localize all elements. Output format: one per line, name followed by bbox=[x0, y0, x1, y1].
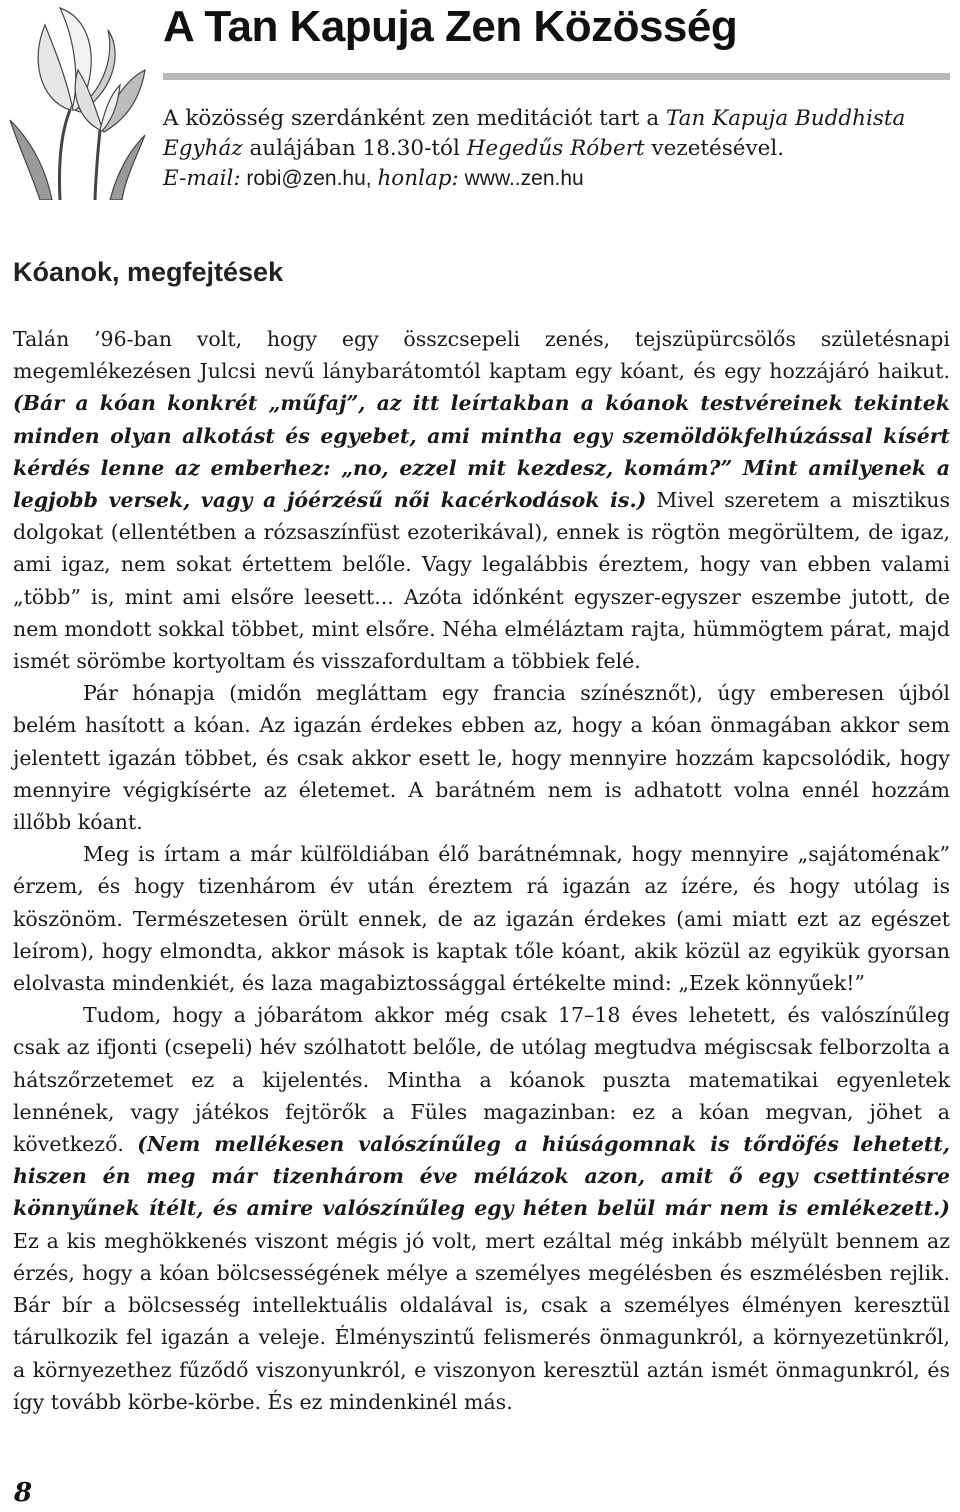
org-name: Tan Kapuja Buddhista Egyház bbox=[163, 106, 906, 161]
article-heading: Kóanok, megfejtések bbox=[13, 257, 284, 287]
paragraph-1-text-a: Talán ’96-ban volt, hogy egy összcsepeli zenés, tejszüpürcsölős születésnapi megemlékezésen Julcsi nevű lánybarátomtól kaptam egy kóant, és egy hozzájáró haikut. bbox=[13, 327, 950, 384]
homepage-label: honlap: bbox=[377, 166, 459, 191]
intro-text-3: vezetésével. bbox=[644, 136, 785, 161]
leader-name: Hegedűs Róbert bbox=[466, 136, 645, 161]
paragraph-4-text-c: Ez a kis meghökkenés viszont mégis jó volt, mert ezáltal még inkább mélyült bennem az érzés, hogy a kóan bölcsességének mélye a személyes megélésben és eszmélésben rejlik. Bár bír a bölcsesség intellektuális oldalával is, csak a személyes élményen keresztül tárulkozik fel igazán a veleje. Élményszintű felismerés önmagunkról, a környezetünkről, a környezethez fűződő viszonyunkról, e viszonyon keresztül aztán ismét önmagunkról, és így tovább körbe-körbe. És ez mindenkinél más. bbox=[13, 1228, 950, 1414]
paragraph-4 bbox=[13, 999, 950, 1418]
paragraph-2: Pár hónapja (midőn megláttam egy francia színésznőt), úgy emberesen újból belém hasított a kóan. Az igazán érdekes ebben az, hogy a kóan önmagában akkor sem jelentett igazán többet, és csak akkor esett le, hogy mennyire hozzám kapcsolódik, hogy mennyire végigkísérte az életemet. A barátném nem is adhatott volna ennél hozzám illőbb kóant. bbox=[13, 681, 950, 835]
intro-text-1: A közösség szerdánként zen meditációt tart a bbox=[163, 106, 666, 131]
title-underline bbox=[163, 73, 950, 80]
paragraph-4-aside: (Nem mellékesen valószínűleg a hiúságomnak is tőrdöfés lehetett, hiszen én meg már tizenhárom éve mélázok azon, amit ő egy csettintésre könnyűnek ítélt, és amire valószínűleg egy héten belül már nem is emlékezett.) bbox=[13, 1132, 950, 1221]
paragraph-4-text-a: Tudom, hogy a jóbarátom akkor még csak 17–18 éves lehetett, és valószínűleg csak az ifjonti (csepeli) hév szólhatott belőle, de utólag megtudva mégiscsak felborzolta a hátszőrzetemet ez a kijelentés. Mintha a kóanok puszta matematikai egyenletek lennének, vagy játékos fejtörők a Füles magazinban: ez a kóan megvan, jöhet a következő. bbox=[13, 1003, 950, 1157]
paragraph-1-text-c: Mivel szeretem a misztikus dolgokat (ellentétben a rózsaszínfüst ezoterikával), ennek is rögtön megörültem, de igaz, ami igaz, nem sokat értettem belőle. Vagy legalábbis éreztem, hogy van ebben valami „több” is, mint ami elsőre leesett... Azóta időnként egyszer-egyszer eszembe jutott, de nem mondott sokkal többet, mint elsőre. Néha elméláztam rajta, hümmögtem párat, majd ismét sörömbe kortyoltam és visszafordultam a többiek felé. bbox=[13, 488, 950, 674]
paragraph-1-aside: (Bár a kóan konkrét „műfaj”, az itt leírtakban a kóanok testvéreinek tekintek minden olyan alkotást és egyebet, ami mintha egy szemöldökfelhúzással kísért kérdés lenne az emberhez: „no, ezzel mit kezdesz, komám?” Mint amilyenek a legjobb versek, vagy a jóérzésű női kacérkodások is.) bbox=[13, 391, 950, 513]
paragraph-3: Meg is írtam a már külföldiában élő barátnémnak, hogy mennyire „sajátoménak” érzem, és hogy tizenhárom év után éreztem rá igazán az ízére, és hogy utólag is köszönöm. Természetesen örült ennek, de az igazán érdekes (ami miatt ezt az egészet leírom), hogy elmondta, akkor mások is kaptak tőle kóant, akik közül az egyikük gyorsan elolvasta mindenkiét, és laza magabiztossággal értékelte mind: „Ezek könnyűek!” bbox=[13, 842, 950, 996]
flower-illustration bbox=[0, 0, 150, 200]
intro-text-2: aulájában 18.30-tól bbox=[242, 136, 467, 161]
article-body bbox=[13, 323, 950, 1418]
page-title: A Tan Kapuja Zen Közösség bbox=[163, 2, 738, 51]
page-number: 8 bbox=[14, 1478, 33, 1508]
email-value: robi@zen.hu, bbox=[240, 167, 378, 190]
community-intro bbox=[163, 104, 953, 194]
paragraph-1 bbox=[13, 323, 950, 677]
homepage-value: www..zen.hu bbox=[458, 167, 584, 190]
email-label: E-mail: bbox=[163, 166, 241, 191]
